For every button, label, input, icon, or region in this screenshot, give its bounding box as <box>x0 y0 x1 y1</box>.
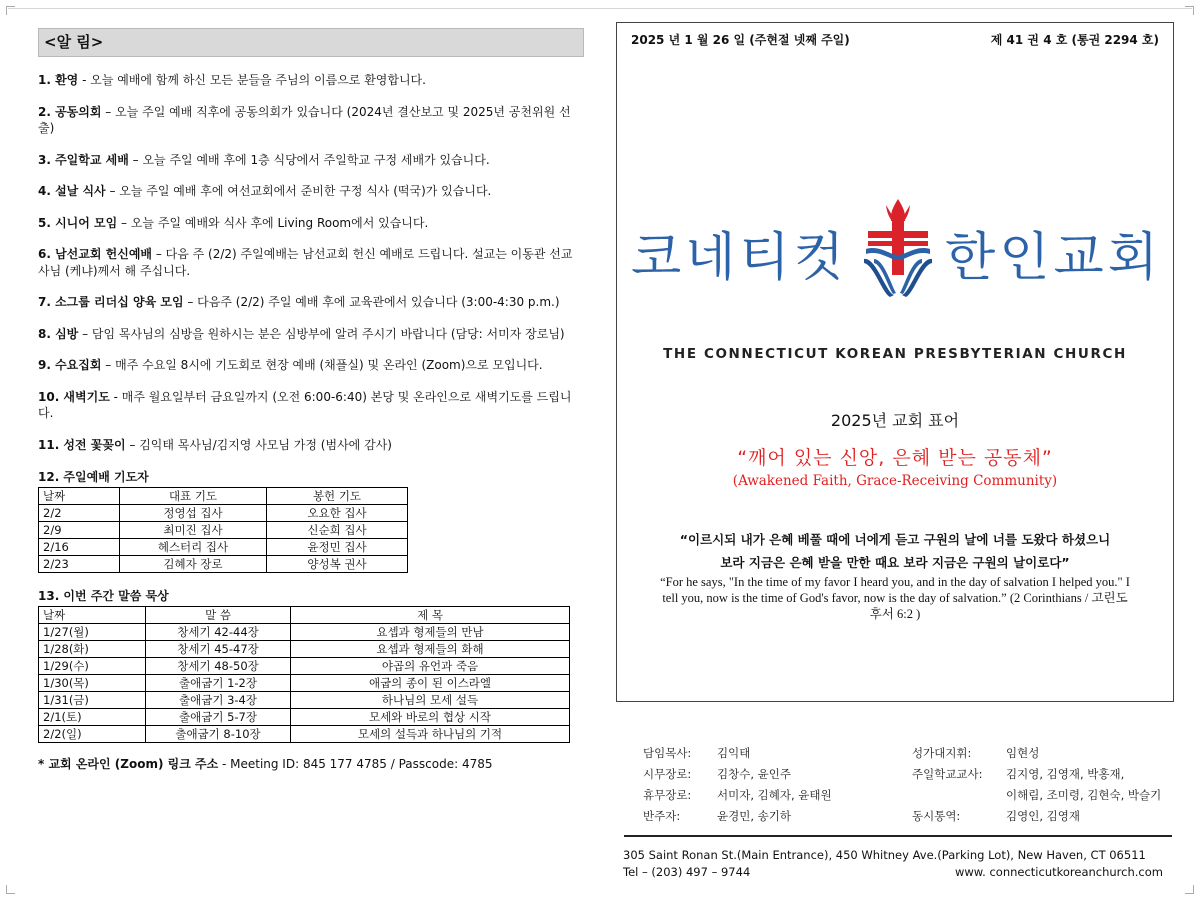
staff-row <box>643 806 883 827</box>
website-link[interactable]: www. connecticutkoreanchurch.com <box>954 865 1163 879</box>
motto-english: (Awakened Faith, Grace-Receiving Community) <box>732 473 1058 489</box>
verse-korean <box>647 528 1143 574</box>
table-cell: 모세의 설득과 하나님의 기적 <box>291 726 570 743</box>
table-cell: 2/16 <box>39 539 120 556</box>
column-header: 날짜 <box>39 607 146 624</box>
table-cell: 모세와 바로의 협상 시작 <box>291 709 570 726</box>
table-cell: 창세기 48-50장 <box>146 658 291 675</box>
announcement-title: 5. 시니어 모임 <box>38 215 118 230</box>
staff-names: 김창수, 윤인주 <box>717 767 791 781</box>
announcements-header: <알 림> <box>38 28 584 57</box>
table-cell: 정영섭 집사 <box>120 505 267 522</box>
staff-row <box>912 806 1167 827</box>
table-row <box>39 556 408 573</box>
cross-emblem-icon <box>860 193 936 303</box>
announcement-text: – 오늘 주일 예배 직후에 공동의회가 있습니다 (2024년 결산보고 및 2025년 공천위원 선출) <box>38 104 571 135</box>
announcement-item <box>38 437 584 454</box>
announcement-text: – 매주 수요일 8시에 기도회로 현장 예배 (채플실) 및 온라인 (Zoom)으로 모입니다. <box>101 358 543 372</box>
announcement-text: – 다음 주 (2/2) 주일예배는 남선교회 헌신 예배로 드립니다. 설교는 이동관 선교사님 (케냐)께서 해 주십니다. <box>38 247 573 278</box>
bulletin-date: 2025 년 1 월 26 일 (주현절 넷째 주일) <box>631 33 850 47</box>
announcement-item <box>38 326 584 343</box>
table-cell: 출애굽기 8-10장 <box>146 726 291 743</box>
meditation-table-title: 13. 이번 주간 말씀 묵상 <box>38 589 169 603</box>
crop-mark <box>6 885 15 894</box>
table-row <box>39 505 408 522</box>
divider <box>624 835 1172 837</box>
table-cell: 오요한 집사 <box>267 505 408 522</box>
announcement-item <box>38 152 584 169</box>
staff-role: 동시통역: <box>912 809 961 823</box>
announcement-text: – 오늘 주일 예배와 식사 후에 Living Room에서 있습니다. <box>117 215 429 230</box>
announcement-text: – 다음주 (2/2) 주일 예배 후에 교육관에서 있습니다 (3:00-4:30 p.m.) <box>183 295 560 309</box>
announcement-title: 4. 설날 식사 <box>38 184 106 198</box>
announcement-text: – 오늘 주일 예배 후에 1층 식당에서 주일학교 구정 세배가 있습니다. <box>128 152 490 167</box>
table-cell: 출애굽기 3-4장 <box>146 692 291 709</box>
announcement-item <box>38 72 584 89</box>
table-cell: 애굽의 종이 된 이스라엘 <box>291 675 570 692</box>
column-header: 봉헌 기도 <box>267 488 408 505</box>
announcement-item <box>38 389 584 422</box>
verse-korean-line: 보라 지금은 은혜 받을 만한 때요 보라 지금은 구원의 날이로다” <box>720 555 1070 570</box>
table-row <box>39 641 570 658</box>
announcement-item <box>38 183 584 200</box>
table-cell: 2/2 <box>39 505 120 522</box>
zoom-info <box>38 755 584 772</box>
staff-row <box>912 764 1167 785</box>
column-header: 말 씀 <box>146 607 291 624</box>
table-row <box>39 539 408 556</box>
table-cell: 출애굽기 5-7장 <box>146 709 291 726</box>
announcement-title: 9. 수요집회 <box>38 358 102 372</box>
announcement-title: 7. 소그룹 리더십 양육 모임 <box>38 295 184 309</box>
table-row <box>39 658 570 675</box>
table-cell: 2/1(토) <box>39 709 146 726</box>
zoom-text: - Meeting ID: 845 177 4785 / Passcode: 4785 <box>218 757 493 771</box>
crop-mark <box>1185 6 1194 15</box>
announcement-title: 2. 공동의회 <box>38 104 102 119</box>
table-cell: 1/31(금) <box>39 692 146 709</box>
table-row <box>39 692 570 709</box>
church-logo <box>627 193 1167 303</box>
announcement-title: 10. 새벽기도 <box>38 389 110 404</box>
table-cell: 1/27(월) <box>39 624 146 641</box>
staff-names: 임현성 <box>1006 746 1040 760</box>
announcement-text: - 매주 월요일부터 금요일까지 (오전 6:00-6:40) 본당 및 온라인으로 새벽기도를 드립니다. <box>38 389 572 420</box>
table-cell: 1/28(화) <box>39 641 146 658</box>
staff-row <box>643 785 883 806</box>
table-cell: 김혜자 장로 <box>120 556 267 573</box>
staff-names: 윤경민, 송기하 <box>717 809 791 823</box>
table-cell: 창세기 45-47장 <box>146 641 291 658</box>
table-row <box>39 675 570 692</box>
table-cell: 헤스터리 집사 <box>120 539 267 556</box>
announcement-text: – 오늘 주일 예배 후에 여선교회에서 준비한 구정 식사 (떡국)가 있습니다. <box>105 184 492 198</box>
table-cell: 양성복 권사 <box>267 556 408 573</box>
bulletin-volume: 제 41 권 4 호 (통권 2294 호) <box>990 33 1159 47</box>
column-header: 제 목 <box>291 607 570 624</box>
phone-number: Tel – (203) 497 – 9744 <box>623 865 751 879</box>
table-cell: 2/9 <box>39 522 120 539</box>
table-cell: 하나님의 모세 설득 <box>291 692 570 709</box>
table-cell: 신순희 집사 <box>267 522 408 539</box>
logo-text-right: 한인교회 <box>945 228 1162 288</box>
table-cell: 요셉과 형제들의 만남 <box>291 624 570 641</box>
announcement-item <box>38 357 584 374</box>
staff-role: 성가대지휘: <box>912 746 972 760</box>
table-cell: 출애굽기 1-2장 <box>146 675 291 692</box>
announcement-list <box>38 72 584 453</box>
table-cell: 창세기 42-44장 <box>146 624 291 641</box>
table-header-row <box>39 488 408 505</box>
meditation-table <box>38 606 570 743</box>
table-cell: 야곱의 유언과 죽음 <box>291 658 570 675</box>
announcement-text: - 오늘 예배에 함께 하신 모든 분들을 주님의 이름으로 환영합니다. <box>78 73 426 87</box>
announcement-title: 6. 남선교회 헌신예배 <box>38 247 153 261</box>
staff-names: 김익태 <box>717 746 751 760</box>
motto-korean: “깨어 있는 신앙, 은혜 받는 공동체” <box>737 447 1053 469</box>
announcement-item <box>38 104 584 137</box>
crop-mark <box>6 6 15 15</box>
table-row <box>39 726 570 743</box>
staff-names: 김지영, 김영재, 박홍재, <box>1006 767 1125 781</box>
announcements-page <box>38 28 584 772</box>
verse-english: “For he says, "In the time of my favor I heard you, and in the day of salvation I helped you." I tell you, now is the time of God's favor, now is the day of salvation.” (2 Corinthians / 고린도후서 6:2 ) <box>660 575 1130 621</box>
verse-korean-line: “이르시되 내가 은혜 베풀 때에 너에게 듣고 구원의 날에 너를 도왔다 하셨으니 <box>679 532 1111 547</box>
announcement-text: – 김익태 목사님/김지영 사모님 가정 (범사에 감사) <box>125 437 392 452</box>
announcement-title: 3. 주일학교 세배 <box>38 152 129 167</box>
zoom-label: * 교회 온라인 (Zoom) 링크 주소 <box>38 757 219 771</box>
contact-line <box>623 864 1163 881</box>
table-cell: 1/30(목) <box>39 675 146 692</box>
announcement-title: 11. 성전 꽃꽂이 <box>38 437 126 452</box>
page-top-border <box>8 8 1192 9</box>
staff-row <box>643 764 883 785</box>
staff-list-left <box>643 743 883 827</box>
staff-role: 주일학교교사: <box>912 767 983 781</box>
table-cell: 윤정민 집사 <box>267 539 408 556</box>
logo-text-left: 코네티컷 <box>631 228 848 288</box>
table-cell: 2/23 <box>39 556 120 573</box>
announcement-text: – 담임 목사님의 심방을 원하시는 분은 심방부에 알려 주시기 바랍니다 (담당: 서미자 장로님) <box>78 326 565 341</box>
announcement-item <box>38 294 584 311</box>
table-cell: 최미진 집사 <box>120 522 267 539</box>
bulletin-cover <box>616 22 1174 702</box>
announcement-item <box>38 246 584 279</box>
table-row <box>39 624 570 641</box>
staff-names: 서미자, 김혜자, 윤태원 <box>717 788 832 802</box>
staff-names: 이해림, 조미령, 김현숙, 박슬기 <box>1006 788 1162 802</box>
column-header: 날짜 <box>39 488 120 505</box>
table-cell: 1/29(수) <box>39 658 146 675</box>
announcement-title: 1. 환영 <box>38 73 79 87</box>
staff-row <box>912 743 1167 764</box>
column-header: 대표 기도 <box>120 488 267 505</box>
staff-role: 휴무장로: <box>643 788 692 802</box>
prayer-table <box>38 487 408 573</box>
staff-names: 김영인, 김영재 <box>1006 809 1080 823</box>
table-cell: 2/2(일) <box>39 726 146 743</box>
staff-row <box>912 785 1167 806</box>
table-row <box>39 522 408 539</box>
table-header-row <box>39 607 570 624</box>
church-address <box>623 847 1163 881</box>
table-row <box>39 709 570 726</box>
address-line: 305 Saint Ronan St.(Main Entrance), 450 Whitney Ave.(Parking Lot), New Haven, CT 06511 <box>623 848 1146 862</box>
staff-role: 시무장로: <box>643 767 692 781</box>
staff-row <box>643 743 883 764</box>
staff-list-right <box>912 743 1167 827</box>
announcement-item <box>38 215 584 232</box>
crop-mark <box>1185 885 1194 894</box>
staff-role: 반주자: <box>643 809 681 823</box>
church-name-english: THE CONNECTICUT KOREAN PRESBYTERIAN CHURCH <box>663 346 1127 362</box>
prayer-table-title: 12. 주일예배 기도자 <box>38 470 149 484</box>
staff-role: 담임목사: <box>643 746 692 760</box>
table-cell: 요셉과 형제들의 화해 <box>291 641 570 658</box>
announcement-title: 8. 심방 <box>38 326 79 341</box>
motto-label: 2025년 교회 표어 <box>830 411 960 430</box>
